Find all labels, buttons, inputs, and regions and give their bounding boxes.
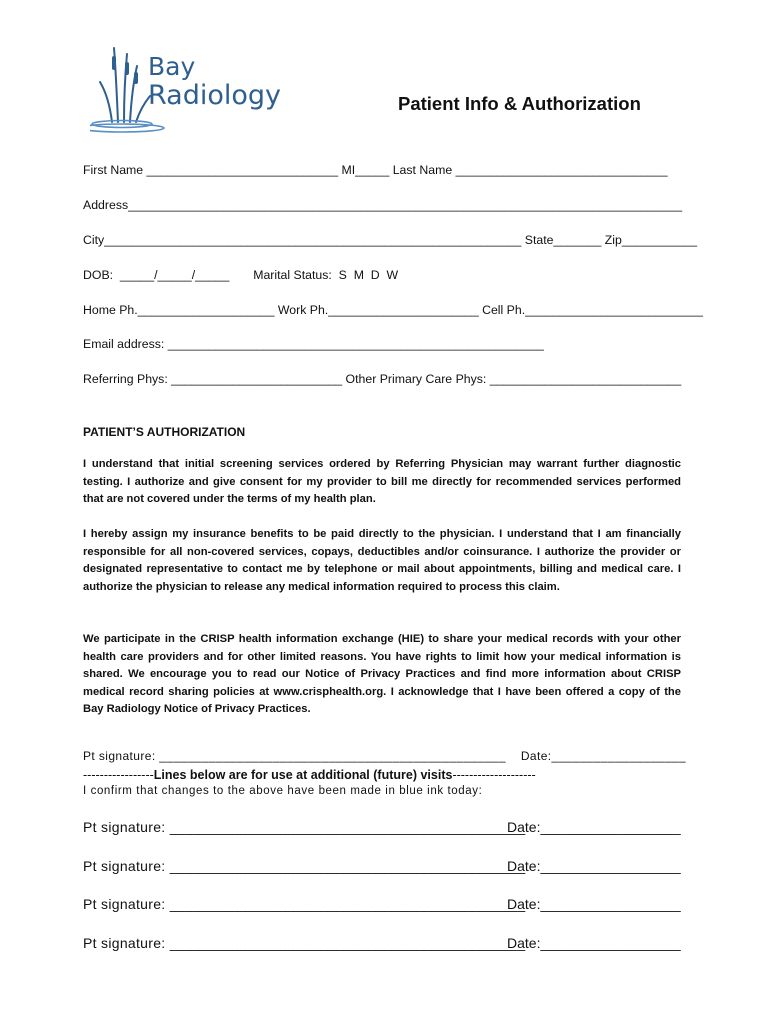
additional-date-3[interactable]: Date:__________________ [507, 896, 681, 912]
additional-signature-2[interactable]: Pt signature: ____________________________________________ [83, 858, 526, 874]
divider-dashes-left: ----------------- [83, 768, 154, 782]
additional-signature-1[interactable]: Pt signature: ____________________________________________ [83, 819, 526, 835]
primary-signature-line[interactable]: Pt signature: _________________________________________________ Date:___________________ [83, 749, 686, 763]
referring-physician-line[interactable]: Referring Phys: _________________________ Other Primary Care Phys: ____________________________ [83, 372, 682, 386]
additional-date-4[interactable]: Date:__________________ [507, 935, 681, 951]
additional-signature-3[interactable]: Pt signature: ____________________________________________ [83, 896, 526, 912]
logo-text-radiology: Radiology [148, 80, 282, 111]
divider-text: Lines below are for use at additional (future) visits [153, 768, 453, 782]
city-state-zip-line[interactable]: City_____________________________________________________________ State_______ Zip___________ [83, 233, 698, 247]
dob-marital-status-line[interactable]: DOB: _____/_____/_____ Marital Status: S M D W [83, 268, 399, 282]
crisp-hie-paragraph: We participate in the CRISP health information exchange (HIE) to share your medical records with your other health care providers and for other limited reasons. You have rights to limit how your medical information is shared. We encourage you to read our Notice of Privacy Practices and find more information about CRISP medical record sharing policies at www.crisphealth.org. I acknowledge that I have been offered a copy of the Bay Radiology Notice of Privacy Practices. [83, 633, 681, 716]
authorization-paragraph-1: I understand that initial screening services ordered by Referring Physician may warrant further diagnostic testing. I authorize and give consent for my provider to bill me directly for recommended services performed that are not covered under the terms of my health plan. [83, 458, 681, 506]
future-visits-divider [83, 768, 536, 782]
email-field-line[interactable]: Email address: _______________________________________________________ [83, 337, 544, 351]
blue-ink-confirmation: I confirm that changes to the above have been made in blue ink today: [83, 785, 483, 797]
logo-text-bay: Bay [148, 52, 196, 81]
address-field-line[interactable]: Address_________________________________________________________________________________ [83, 198, 683, 212]
name-fields-line[interactable]: First Name ____________________________ MI_____ Last Name _______________________________ [83, 163, 668, 177]
authorization-paragraph-2: I hereby assign my insurance benefits to be paid directly to the physician. I understand that I am financially responsible for all non-covered services, copays, deductibles and/or coinsurance. I authorize the provider or designated representative to contact me by telephone or mail about appointments, billing and medical care. I authorize the physician to release any medical information required to process this claim. [83, 528, 681, 593]
additional-date-2[interactable]: Date:__________________ [507, 858, 681, 874]
additional-date-1[interactable]: Date:__________________ [507, 819, 681, 835]
phone-fields-line[interactable]: Home Ph.____________________ Work Ph.______________________ Cell Ph.__________________________ [83, 303, 703, 317]
bay-radiology-logo [90, 44, 290, 134]
divider-dashes-right: -------------------- [452, 768, 536, 782]
page-title: Patient Info & Authorization [398, 93, 641, 114]
additional-signature-4[interactable]: Pt signature: ____________________________________________ [83, 935, 526, 951]
authorization-heading: PATIENT’S AUTHORIZATION [83, 425, 246, 439]
